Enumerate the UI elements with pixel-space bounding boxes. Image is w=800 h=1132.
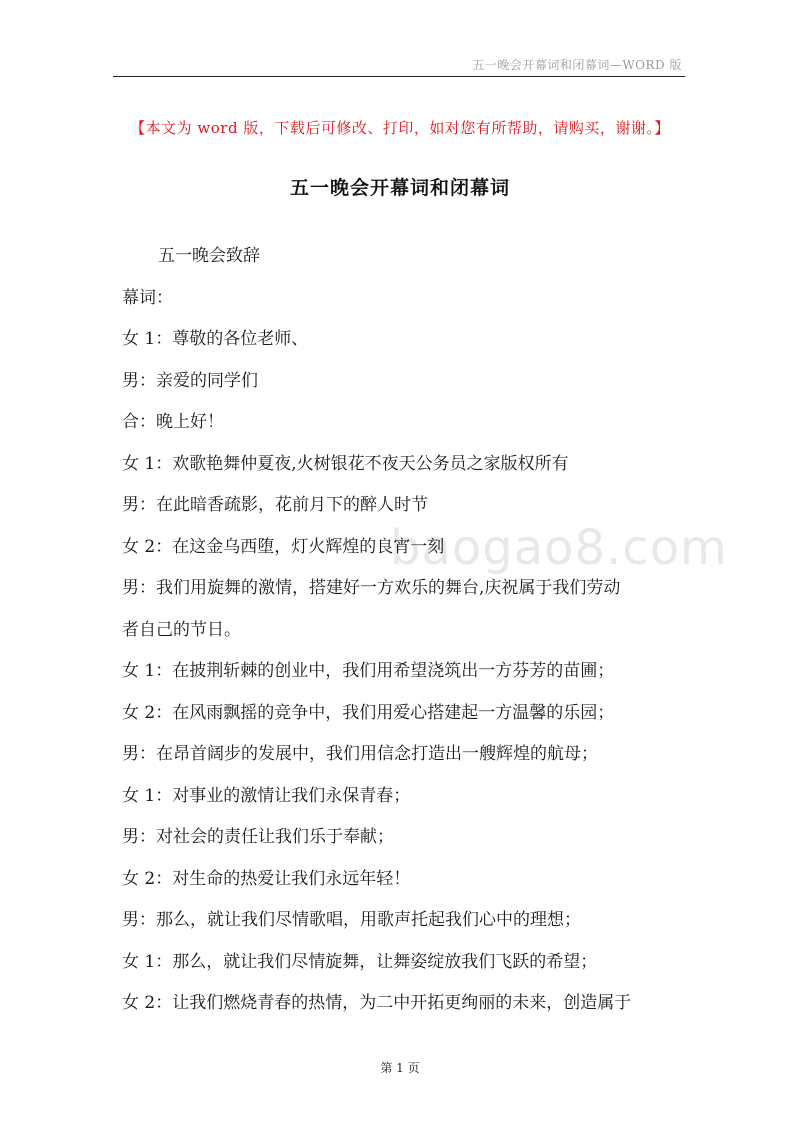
header-divider	[113, 76, 685, 77]
body-line: 女 2：让我们燃烧青春的热情，为二中开拓更绚丽的未来，创造属于	[122, 993, 632, 1013]
body-line: 女 1：在披荆斩棘的创业中，我们用希望浇筑出一方芬芳的苗圃；	[122, 661, 615, 681]
body-line: 者自己的节日。	[122, 619, 241, 640]
body-line: 女 1：尊敬的各位老师、	[122, 329, 309, 349]
document-body	[122, 236, 687, 1025]
body-line: 男：对社会的责任让我们乐于奉献；	[122, 827, 394, 847]
site-watermark: baogao8.com	[390, 520, 728, 576]
body-line: 女 2：对生命的热爱让我们永远年轻！	[122, 868, 411, 889]
document-title: 五一晚会开幕词和闭幕词	[289, 177, 510, 199]
body-line: 女 1：那么，就让我们尽情旋舞，让舞姿绽放我们飞跃的希望；	[122, 951, 598, 972]
body-line: 女 1：欢歌艳舞仲夏夜,火树银花不夜天公务员之家版权所有	[122, 453, 569, 474]
page-number: 第 1 页	[380, 1061, 420, 1075]
body-line: 女 2：在风雨飘摇的竞争中，我们用爱心搭建起一方温馨的乐园；	[122, 702, 615, 723]
body-line: 男：那么，就让我们尽情歌唱，用歌声托起我们心中的理想；	[122, 910, 581, 930]
body-line: 幕词：	[122, 287, 173, 308]
body-line: 男：在此暗香疏影，花前月下的醉人时节	[122, 495, 428, 515]
body-line: 男：亲爱的同学们	[122, 370, 258, 391]
body-line: 女 2：在这金乌西堕，灯火辉煌的良宵一刻	[122, 536, 445, 557]
purchase-notice: 【本文为 word 版，下载后可修改、打印，如对您有所帮助，请购买，谢谢。】	[130, 119, 670, 137]
body-line: 男：在昂首阔步的发展中，我们用信念打造出一艘辉煌的航母；	[122, 744, 598, 764]
body-line: 合：晚上好！	[122, 412, 224, 432]
body-line: 女 1：对事业的激情让我们永保青春；	[122, 785, 411, 806]
running-header: 五一晚会开幕词和闭幕词—WORD 版	[472, 58, 682, 72]
section-subtitle: 五一晚会致辞	[158, 246, 260, 266]
body-line: 男：我们用旋舞的激情，搭建好一方欢乐的舞台,庆祝属于我们劳动	[122, 578, 621, 598]
